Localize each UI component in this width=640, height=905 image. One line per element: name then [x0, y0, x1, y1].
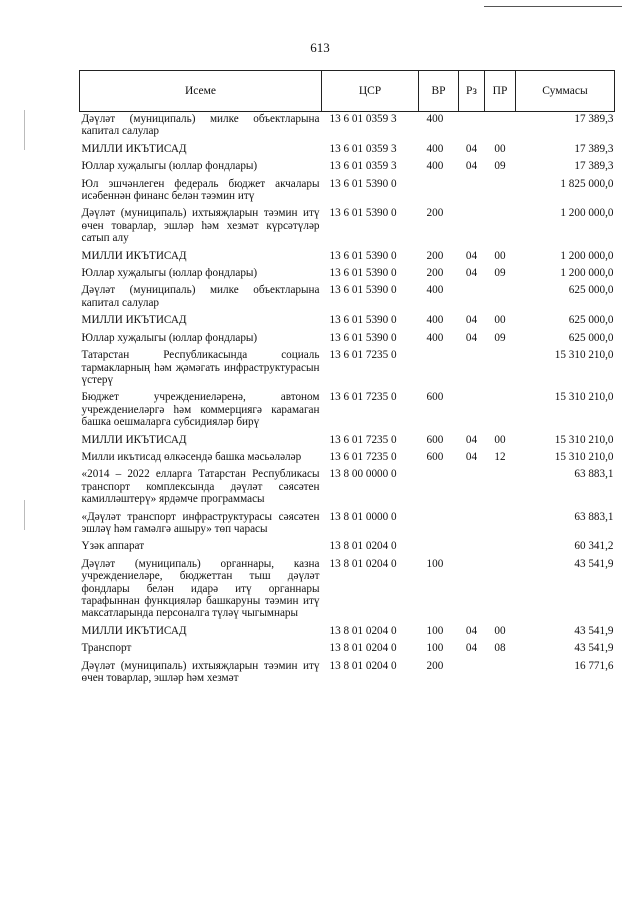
cell-name: Дәүләт (муниципаль) ихтыяҗларын тәэмин итү өчен товарлар, эшләр һәм хезмәт күрсәтүләр сатып алу	[81, 207, 320, 245]
cell-sum: 625 000,0	[568, 314, 614, 327]
header-name: Исеме	[80, 71, 322, 112]
cell-sum: 17 389,3	[574, 142, 614, 155]
cell-csr: 13 8 01 0204 0	[329, 540, 397, 553]
cell-name: Транспорт	[81, 642, 132, 655]
cell-csr: 13 8 01 0204 0	[329, 659, 397, 672]
cell-name: Дәүләт (муниципаль) органнары, казна учреждениеләре, бюджеттан тыш дәүләт фондлары белән идарә итү органнары тарафыннан функцияләр башкаруны тәэмин итү максатларында персоналга түләү чыгымнары	[81, 557, 320, 620]
cell-sum: 60 341,2	[574, 540, 614, 553]
cell-rz: 04	[465, 249, 478, 262]
cell-name: МИЛЛИ ИКЪТИСАД	[81, 624, 187, 637]
cell-csr: 13 6 01 7235 0	[329, 450, 397, 463]
cell-pr: 00	[494, 142, 506, 155]
cell-rz	[459, 390, 485, 432]
cell-name: Юллар хуҗалыгы (юллар фондлары)	[81, 267, 258, 280]
cell-pr: 09	[494, 160, 506, 173]
cell-vr: 400	[426, 314, 444, 327]
cell-csr: 13 6 01 5390 0	[329, 249, 397, 262]
table-row	[80, 266, 615, 283]
cell-vr: 100	[426, 624, 444, 637]
table-row	[80, 249, 615, 266]
cell-rz	[459, 467, 485, 509]
cell-csr: 13 6 01 0359 3	[329, 113, 397, 125]
cell-csr: 13 6 01 5390 0	[329, 284, 397, 297]
table-row	[80, 390, 615, 432]
cell-rz: 04	[465, 267, 478, 280]
cell-vr	[419, 467, 459, 509]
cell-vr	[419, 177, 459, 207]
cell-name: МИЛЛИ ИКЪТИСАД	[81, 249, 187, 262]
cell-pr: 08	[494, 642, 506, 655]
cell-csr: 13 6 01 0359 3	[329, 142, 397, 155]
cell-sum: 15 310 210,0	[554, 450, 614, 463]
cell-vr	[419, 539, 459, 556]
cell-vr: 400	[426, 142, 444, 155]
page-number: 613	[310, 40, 330, 55]
table-row	[80, 313, 615, 330]
cell-pr	[485, 467, 516, 509]
table-body	[80, 112, 615, 689]
cell-sum: 17 389,3	[574, 113, 614, 125]
cell-rz	[459, 112, 485, 142]
cell-sum: 43 541,9	[574, 624, 614, 637]
table-header-row	[80, 71, 615, 112]
cell-rz	[459, 659, 485, 689]
table-row	[80, 283, 615, 313]
cell-vr: 400	[426, 284, 444, 297]
cell-vr: 100	[426, 557, 444, 570]
table-row	[80, 659, 615, 689]
cell-sum: 1 200 000,0	[560, 267, 614, 280]
cell-csr: 13 8 01 0204 0	[329, 642, 397, 655]
cell-name: МИЛЛИ ИКЪТИСАД	[81, 142, 187, 155]
cell-csr: 13 8 01 0204 0	[329, 624, 397, 637]
cell-rz: 04	[465, 642, 478, 655]
cell-rz: 04	[465, 160, 478, 173]
cell-pr: 00	[494, 249, 506, 262]
cell-name: «Дәүләт транспорт инфраструктурасы сәясәтен эшләү һәм гамәлгә ашыру» төп чарасы	[81, 510, 320, 535]
cell-vr: 400	[426, 331, 444, 344]
cell-sum: 625 000,0	[568, 331, 614, 344]
cell-sum: 17 389,3	[574, 160, 614, 173]
cell-vr: 200	[426, 207, 444, 220]
cell-rz: 04	[465, 624, 478, 637]
table-row	[80, 112, 615, 142]
cell-sum: 1 200 000,0	[560, 249, 614, 262]
table-row	[80, 433, 615, 450]
cell-vr: 400	[426, 160, 444, 173]
cell-pr	[485, 557, 516, 624]
cell-pr: 09	[494, 331, 506, 344]
cell-name: Юллар хуҗалыгы (юллар фондлары)	[81, 160, 258, 173]
cell-sum: 16 771,6	[574, 659, 614, 672]
cell-csr: 13 6 01 7235 0	[329, 391, 397, 404]
cell-name: МИЛЛИ ИКЪТИСАД	[81, 433, 187, 446]
table-row	[80, 510, 615, 540]
cell-pr	[485, 510, 516, 540]
cell-vr: 600	[426, 450, 444, 463]
cell-sum: 625 000,0	[568, 284, 614, 297]
cell-name: Юллар хуҗалыгы (юллар фондлары)	[81, 331, 258, 344]
header-vr: ВР	[419, 71, 459, 112]
cell-rz: 04	[465, 331, 478, 344]
cell-vr: 600	[426, 433, 444, 446]
cell-rz	[459, 557, 485, 624]
cell-name: Үзәк аппарат	[81, 540, 145, 553]
cell-csr: 13 6 01 5390 0	[329, 331, 397, 344]
cell-csr: 13 8 01 0204 0	[329, 557, 397, 570]
budget-table	[79, 70, 615, 688]
cell-csr: 13 6 01 5390 0	[329, 267, 397, 280]
cell-csr: 13 8 00 0000 0	[329, 468, 397, 481]
cell-pr: 09	[494, 267, 506, 280]
cell-name: Дәүләт (муниципаль) ихтыяҗларын тәэмин итү өчен товарлар, эшләр һәм хезмәт	[81, 659, 320, 685]
cell-rz	[459, 206, 485, 248]
table-row	[80, 331, 615, 348]
cell-rz	[459, 177, 485, 207]
cell-pr	[485, 206, 516, 248]
cell-rz: 04	[465, 450, 478, 463]
cell-name: МИЛЛИ ИКЪТИСАД	[81, 314, 187, 327]
cell-pr: 00	[494, 624, 506, 637]
cell-rz: 04	[465, 314, 478, 327]
table-row	[80, 624, 615, 641]
cell-rz	[459, 348, 485, 390]
cell-vr	[419, 348, 459, 390]
cell-vr: 100	[426, 642, 444, 655]
header-csr: ЦСР	[322, 71, 419, 112]
table-row	[80, 348, 615, 390]
table-row	[80, 177, 615, 207]
cell-pr	[485, 390, 516, 432]
cell-pr: 00	[494, 314, 506, 327]
header-rz: Рз	[459, 71, 485, 112]
cell-sum: 63 883,1	[574, 468, 614, 481]
table-row	[80, 142, 615, 159]
cell-name: Татарстан Республикасында социаль тармакларның һәм җәмәгать инфраструктурасын үстерү	[81, 349, 320, 386]
cell-vr	[419, 510, 459, 540]
cell-csr: 13 6 01 0359 3	[329, 160, 397, 173]
cell-name: Дәүләт (муниципаль) милке объектларына капитал салулар	[81, 113, 320, 138]
cell-pr: 00	[494, 433, 506, 446]
table-row	[80, 206, 615, 248]
cell-sum: 15 310 210,0	[554, 349, 614, 362]
cell-csr: 13 6 01 5390 0	[329, 177, 397, 190]
cell-name: Бюджет учреждениеләренә, автоном учреждениеләргә һәм коммерциягә карамаган башка оешмаларга субсидияләр бирү	[81, 391, 320, 429]
cell-vr: 200	[426, 659, 444, 672]
cell-sum: 43 541,9	[574, 642, 614, 655]
table-row	[80, 159, 615, 176]
cell-vr: 200	[426, 249, 444, 262]
cell-csr: 13 6 01 7235 0	[329, 433, 397, 446]
cell-sum: 15 310 210,0	[554, 433, 614, 446]
header-sum: Суммасы	[516, 71, 615, 112]
cell-sum: 1 200 000,0	[560, 207, 614, 220]
cell-pr	[485, 283, 516, 313]
table-row	[80, 641, 615, 658]
cell-csr: 13 6 01 5390 0	[329, 314, 397, 327]
margin-mark	[24, 500, 25, 530]
cell-pr	[485, 177, 516, 207]
cell-pr	[485, 112, 516, 142]
header-pr: ПР	[485, 71, 516, 112]
cell-csr: 13 6 01 7235 0	[329, 349, 397, 362]
cell-sum: 1 825 000,0	[560, 177, 614, 190]
cell-name: Милли икътисад өлкәсендә башка мәсьәләләр	[81, 450, 302, 463]
cell-sum: 43 541,9	[574, 557, 614, 570]
cell-pr: 12	[494, 450, 506, 463]
cell-rz: 04	[465, 433, 478, 446]
cell-csr: 13 8 01 0000 0	[329, 510, 397, 523]
cell-pr	[485, 348, 516, 390]
cell-pr	[485, 539, 516, 556]
margin-mark	[24, 110, 25, 150]
cell-name: Дәүләт (муниципаль) милке объектларына капитал салулар	[81, 284, 320, 309]
cell-pr	[485, 659, 516, 689]
cell-sum: 15 310 210,0	[554, 391, 614, 404]
table-row	[80, 557, 615, 624]
cell-name: Юл эшчәнлеген федераль бюджет акчалары исәбеннән финанс белән тәэмин итү	[81, 177, 320, 203]
table-row	[80, 539, 615, 556]
cell-vr: 600	[426, 391, 444, 404]
cell-vr: 200	[426, 267, 444, 280]
cell-rz	[459, 283, 485, 313]
cell-vr: 400	[426, 113, 444, 125]
cell-rz	[459, 510, 485, 540]
cell-rz	[459, 539, 485, 556]
top-rule	[484, 6, 622, 7]
cell-csr: 13 6 01 5390 0	[329, 207, 397, 220]
cell-sum: 63 883,1	[574, 510, 614, 523]
table-row	[80, 467, 615, 509]
cell-rz: 04	[465, 142, 478, 155]
table-row	[80, 450, 615, 467]
cell-name: «2014 – 2022 елларга Татарстан Республикасы транспорт комплексында дәүләт сәясәтен камилләштерү» ярдәмче программасы	[81, 468, 320, 506]
